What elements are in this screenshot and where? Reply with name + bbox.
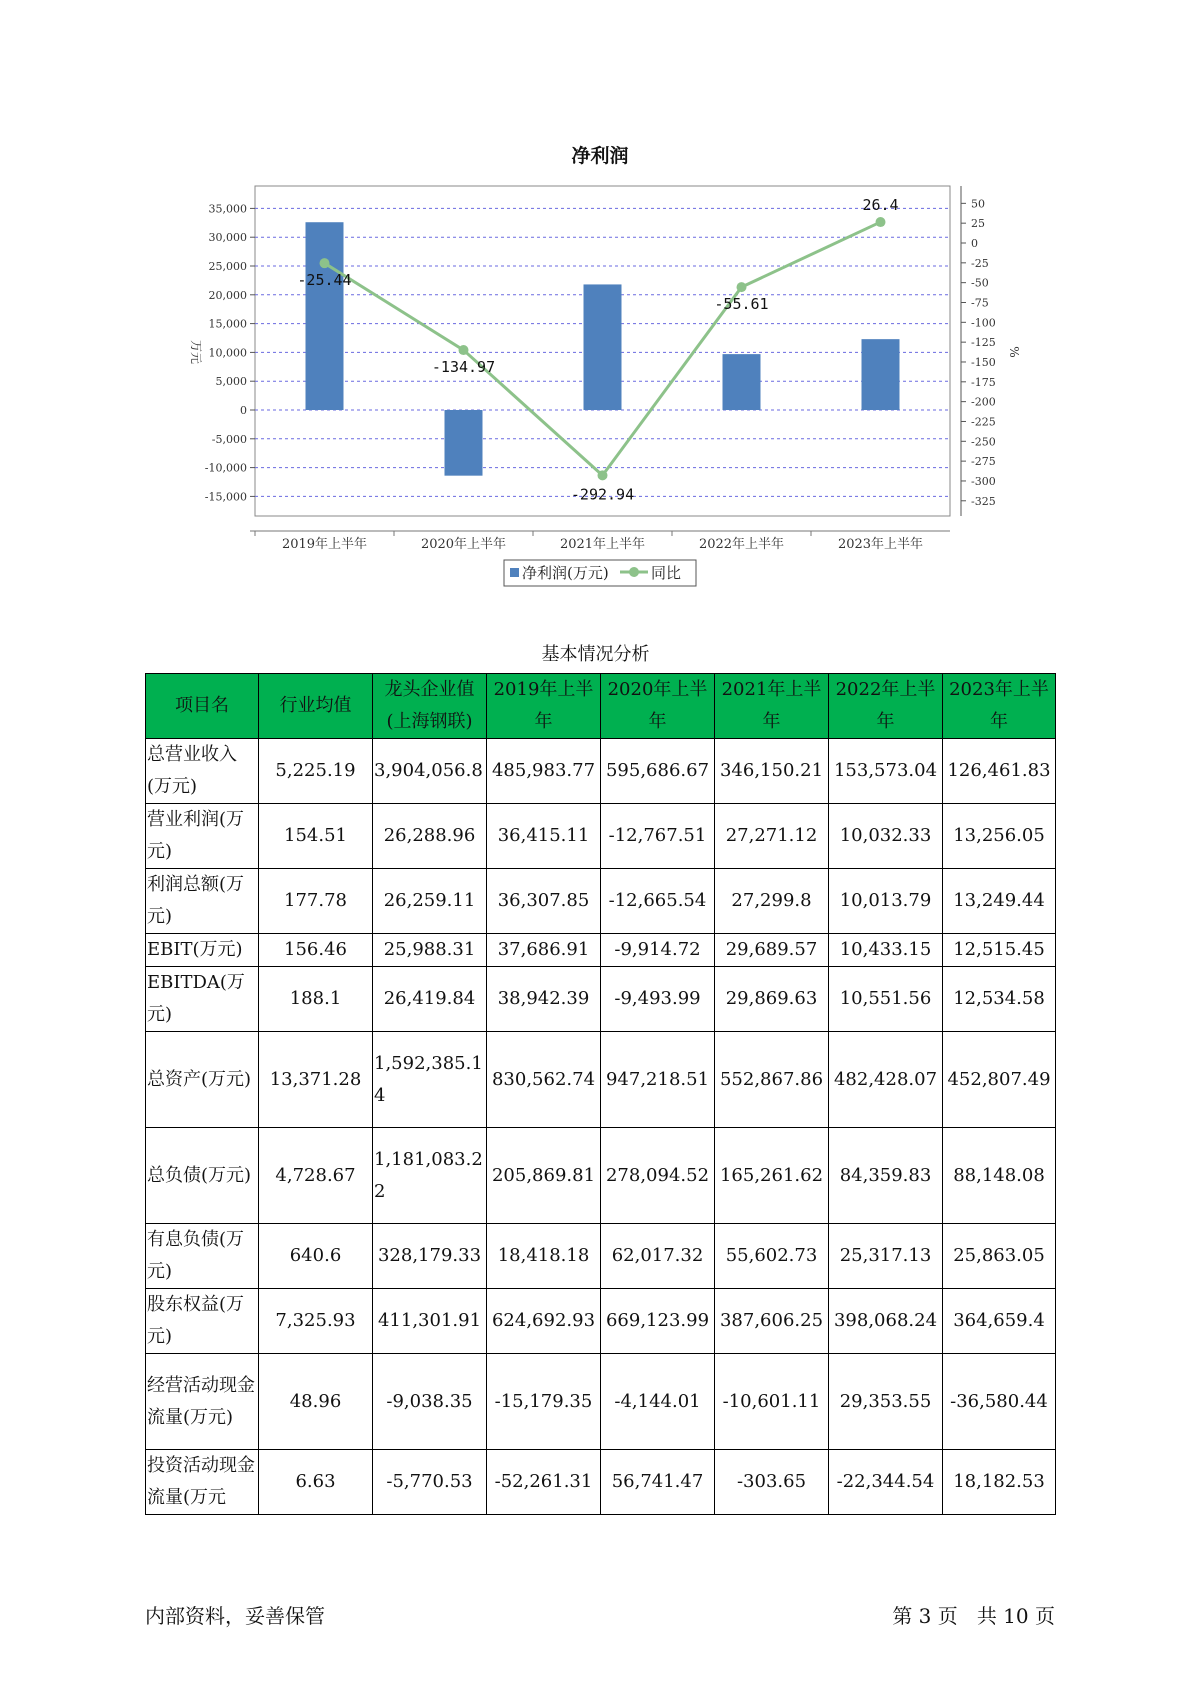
header-cell: 项目名	[146, 674, 259, 739]
table-cell: 13,256.05	[943, 804, 1056, 869]
yoy-data-label: -292.94	[570, 485, 635, 504]
x-tick-label: 2022年上半年	[698, 537, 785, 552]
row-label-cell: 经营活动现金流量(万元)	[146, 1354, 259, 1450]
table-cell: 153,573.04	[829, 739, 943, 804]
table-cell: 595,686.67	[601, 739, 715, 804]
footer-page-number: 第 3 页 共 10 页	[892, 1604, 1055, 1628]
header-cell: 2021年上半年	[715, 674, 829, 739]
table-cell: 328,179.33	[373, 1224, 487, 1289]
table-row	[146, 1354, 1056, 1450]
table-cell: 84,359.83	[829, 1128, 943, 1224]
right-axis-label: %	[1007, 346, 1021, 358]
table-cell: 38,942.39	[487, 967, 601, 1032]
table-cell: 482,428.07	[829, 1032, 943, 1128]
table-cell: 640.6	[259, 1224, 373, 1289]
x-tick-label: 2021年上半年	[559, 537, 646, 552]
left-tick-label: -5,000	[211, 432, 247, 446]
right-tick-label: -325	[971, 494, 996, 508]
left-tick-label: -10,000	[204, 461, 247, 475]
row-label-cell: 投资活动现金流量(万元	[146, 1450, 259, 1515]
bar-series	[306, 222, 900, 475]
net-profit-bar	[723, 354, 761, 410]
table-cell: 387,606.25	[715, 1289, 829, 1354]
table-cell: 205,869.81	[487, 1128, 601, 1224]
table-cell: 18,418.18	[487, 1224, 601, 1289]
table-cell: -15,179.35	[487, 1354, 601, 1450]
table-row	[146, 804, 1056, 869]
left-tick-label: 35,000	[208, 202, 247, 216]
table-cell: -9,914.72	[601, 934, 715, 967]
table-cell: 177.78	[259, 869, 373, 934]
table-cell: 29,869.63	[715, 967, 829, 1032]
table-cell: 18,182.53	[943, 1450, 1056, 1515]
table-row	[146, 1224, 1056, 1289]
table-cell: 364,659.4	[943, 1289, 1056, 1354]
header-cell: 2023年上半年	[943, 674, 1056, 739]
table-cell: 13,249.44	[943, 869, 1056, 934]
row-label-cell: 总营业收入(万元)	[146, 739, 259, 804]
table-cell: 36,415.11	[487, 804, 601, 869]
row-label-cell: EBITDA(万元)	[146, 967, 259, 1032]
table-cell: 10,433.15	[829, 934, 943, 967]
row-label-cell: 股东权益(万元)	[146, 1289, 259, 1354]
yoy-data-label: -25.44	[297, 271, 352, 290]
table-cell: 26,288.96	[373, 804, 487, 869]
table-cell: -36,580.44	[943, 1354, 1056, 1450]
table-cell: 37,686.91	[487, 934, 601, 967]
table-cell: 624,692.93	[487, 1289, 601, 1354]
table-cell: 485,983.77	[487, 739, 601, 804]
table-cell: 7,325.93	[259, 1289, 373, 1354]
table-cell: 1,181,083.22	[373, 1128, 487, 1224]
header-cell: 2020年上半年	[601, 674, 715, 739]
net-profit-bar	[862, 339, 900, 410]
header-cell: 行业均值	[259, 674, 373, 739]
left-tick-label: 25,000	[208, 260, 247, 273]
table-cell: 552,867.86	[715, 1032, 829, 1128]
table-header-row	[146, 674, 1056, 739]
header-cell: 2019年上半年	[487, 674, 601, 739]
right-tick-label: -225	[971, 415, 996, 429]
left-tick-label: 10,000	[208, 346, 247, 360]
table-cell: 4,728.67	[259, 1128, 373, 1224]
table-cell: 27,299.8	[715, 869, 829, 934]
table-cell: 165,261.62	[715, 1128, 829, 1224]
left-tick-label: 15,000	[208, 317, 247, 331]
table-cell: 56,741.47	[601, 1450, 715, 1515]
net-profit-bar	[445, 410, 483, 476]
table-cell: 26,419.84	[373, 967, 487, 1032]
footer-confidential-note: 内部资料，妥善保管	[145, 1604, 325, 1628]
table-cell: 10,551.56	[829, 967, 943, 1032]
right-tick-label: -275	[971, 455, 996, 469]
yoy-data-label: 26.4	[862, 196, 899, 215]
table-cell: 947,218.51	[601, 1032, 715, 1128]
table-cell: 26,259.11	[373, 869, 487, 934]
table-cell: 669,123.99	[601, 1289, 715, 1354]
header-cell: 2022年上半年	[829, 674, 943, 739]
table-cell: 27,271.12	[715, 804, 829, 869]
right-tick-label: 0	[971, 237, 978, 250]
left-tick-label: 5,000	[215, 375, 247, 389]
left-tick-label: 30,000	[208, 231, 247, 245]
legend-bar-swatch	[510, 568, 519, 577]
table-cell: 13,371.28	[259, 1032, 373, 1128]
header-cell: 龙头企业值(上海钢联)	[373, 674, 487, 739]
yoy-point	[459, 345, 469, 355]
right-tick-label: -25	[971, 256, 989, 270]
table-cell: 48.96	[259, 1354, 373, 1450]
x-tick-label: 2023年上半年	[837, 537, 924, 552]
basic-analysis-table	[145, 673, 1056, 1515]
right-tick-label: -150	[971, 355, 996, 369]
right-tick-label: 50	[971, 197, 985, 211]
table-cell: 12,515.45	[943, 934, 1056, 967]
table-cell: 452,807.49	[943, 1032, 1056, 1128]
table-cell: 29,689.57	[715, 934, 829, 967]
x-axis	[250, 531, 950, 552]
table-cell: 154.51	[259, 804, 373, 869]
right-tick-label: -250	[971, 435, 996, 449]
right-tick-label: -175	[971, 375, 996, 389]
table-cell: -303.65	[715, 1450, 829, 1515]
table-cell: -22,344.54	[829, 1450, 943, 1515]
yoy-point	[320, 258, 330, 268]
x-tick-label: 2019年上半年	[281, 537, 368, 552]
table-cell: 126,461.83	[943, 739, 1056, 804]
yoy-data-label: -134.97	[431, 358, 496, 377]
table-row	[146, 869, 1056, 934]
left-y-axis	[205, 202, 255, 503]
table-cell: 25,863.05	[943, 1224, 1056, 1289]
table-cell: 29,353.55	[829, 1354, 943, 1450]
table-cell: 278,094.52	[601, 1128, 715, 1224]
yoy-data-label: -55.61	[714, 295, 769, 314]
table-cell: -12,665.54	[601, 869, 715, 934]
table-cell: -9,493.99	[601, 967, 715, 1032]
left-axis-label: 万元	[189, 339, 203, 365]
table-cell: 398,068.24	[829, 1289, 943, 1354]
row-label-cell: 总负债(万元)	[146, 1128, 259, 1224]
left-tick-label: -15,000	[204, 490, 247, 504]
left-tick-label: 20,000	[208, 288, 247, 302]
table-caption: 基本情况分析	[541, 644, 650, 665]
table-row	[146, 1032, 1056, 1128]
table-cell: 1,592,385.14	[373, 1032, 487, 1128]
right-tick-label: -300	[971, 474, 996, 488]
table-cell: 10,032.33	[829, 804, 943, 869]
row-label-cell: 营业利润(万元)	[146, 804, 259, 869]
right-tick-label: -50	[971, 276, 989, 290]
row-label-cell: EBIT(万元)	[146, 934, 259, 967]
table-cell: 36,307.85	[487, 869, 601, 934]
row-label-cell: 有息负债(万元)	[146, 1224, 259, 1289]
table-cell: 25,317.13	[829, 1224, 943, 1289]
yoy-point	[876, 217, 886, 227]
table-row	[146, 967, 1056, 1032]
table-row	[146, 1128, 1056, 1224]
table-cell: 55,602.73	[715, 1224, 829, 1289]
row-label-cell: 总资产(万元)	[146, 1032, 259, 1128]
legend-line-marker	[629, 567, 639, 577]
table-row	[146, 1289, 1056, 1354]
table-cell: -5,770.53	[373, 1450, 487, 1515]
yoy-point	[737, 282, 747, 292]
table-cell: 10,013.79	[829, 869, 943, 934]
legend-bar-label: 净利润(万元)	[522, 564, 609, 582]
table-cell: 346,150.21	[715, 739, 829, 804]
net-profit-bar	[584, 284, 622, 410]
right-tick-label: -125	[971, 336, 996, 350]
table-cell: 12,534.58	[943, 967, 1056, 1032]
net-profit-chart	[0, 0, 1191, 600]
table-cell: 88,148.08	[943, 1128, 1056, 1224]
table-cell: 25,988.31	[373, 934, 487, 967]
table-row	[146, 1450, 1056, 1515]
right-y-axis	[961, 186, 996, 516]
table-cell: -4,144.01	[601, 1354, 715, 1450]
net-profit-bar	[306, 222, 344, 410]
table-row	[146, 739, 1056, 804]
table-cell: 411,301.91	[373, 1289, 487, 1354]
x-tick-label: 2020年上半年	[420, 537, 507, 552]
row-label-cell: 利润总额(万元)	[146, 869, 259, 934]
table-cell: 6.63	[259, 1450, 373, 1515]
right-tick-label: -75	[971, 296, 989, 310]
table-cell: 3,904,056.8	[373, 739, 487, 804]
table-cell: -12,767.51	[601, 804, 715, 869]
legend-line-label: 同比	[651, 564, 682, 582]
yoy-point	[598, 470, 608, 480]
table-cell: -10,601.11	[715, 1354, 829, 1450]
table-cell: 5,225.19	[259, 739, 373, 804]
right-tick-label: -100	[971, 316, 996, 330]
table-cell: -52,261.31	[487, 1450, 601, 1515]
left-tick-label: 0	[240, 404, 247, 417]
chart-title: 净利润	[571, 145, 629, 167]
table-row	[146, 934, 1056, 967]
table-cell: 156.46	[259, 934, 373, 967]
table-cell: 830,562.74	[487, 1032, 601, 1128]
table-cell: 188.1	[259, 967, 373, 1032]
chart-legend	[504, 560, 696, 586]
table-cell: -9,038.35	[373, 1354, 487, 1450]
right-tick-label: 25	[971, 217, 985, 231]
right-tick-label: -200	[971, 395, 996, 409]
table-cell: 62,017.32	[601, 1224, 715, 1289]
